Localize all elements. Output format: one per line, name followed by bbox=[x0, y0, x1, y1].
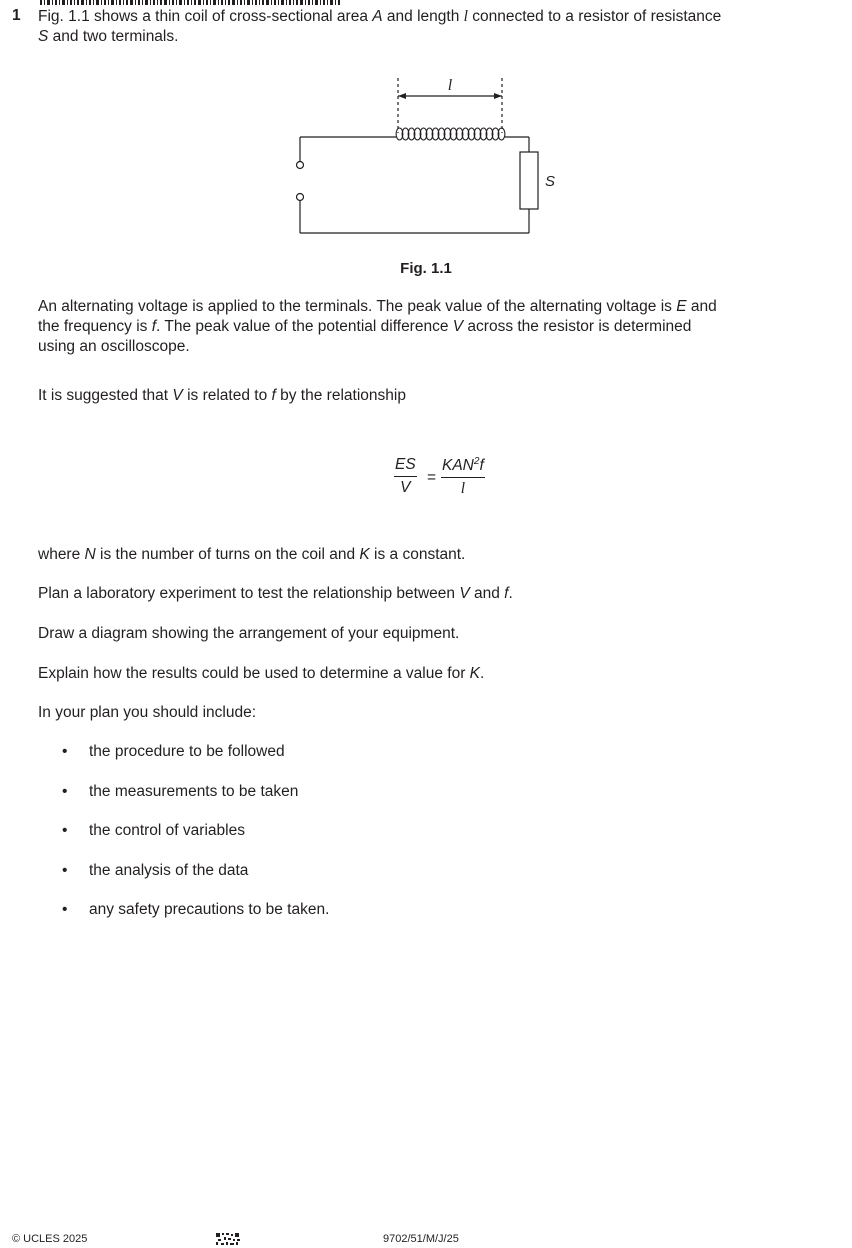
var-V: V bbox=[172, 387, 183, 404]
text: and bbox=[686, 298, 717, 315]
paragraph-include: In your plan you should include: bbox=[38, 704, 257, 721]
var-V: V bbox=[459, 585, 470, 602]
equals-sign: = bbox=[427, 469, 437, 486]
text: . The peak value of the potential difference bbox=[156, 318, 453, 335]
var-E: E bbox=[676, 298, 687, 315]
var-S: S bbox=[38, 28, 49, 45]
lhs-denominator: V bbox=[400, 479, 411, 496]
text: . bbox=[508, 585, 513, 602]
text: the frequency is bbox=[38, 318, 152, 335]
text: An alternating voltage is applied to the terminals. The peak value of the alternating voltage is bbox=[38, 298, 677, 315]
resistor-S bbox=[520, 152, 538, 209]
text: across the resistor is determined bbox=[463, 318, 692, 335]
var-V: V bbox=[452, 318, 464, 335]
intro-text: Fig. 1.1 shows a thin coil of cross-sectional area bbox=[38, 8, 373, 25]
var-A: A bbox=[372, 8, 383, 25]
bullet-symbol: • bbox=[62, 901, 68, 918]
var-f: f bbox=[504, 585, 509, 602]
bullet-symbol: • bbox=[62, 862, 68, 879]
text: is related to bbox=[182, 387, 272, 404]
paragraph-voltage bbox=[38, 297, 844, 357]
question-number: 1 bbox=[12, 7, 21, 24]
bullet-symbol: • bbox=[62, 822, 68, 839]
text: using an oscilloscope. bbox=[38, 338, 190, 355]
text: and bbox=[469, 585, 505, 602]
text: It is suggested that bbox=[38, 387, 173, 404]
resistor-label: S bbox=[545, 173, 556, 190]
footer-qr-code bbox=[216, 1233, 242, 1245]
text: where bbox=[38, 546, 85, 563]
terminal-upper bbox=[297, 162, 304, 169]
figure-caption: Fig. 1.1 bbox=[400, 260, 452, 277]
rhs-exponent: 2 bbox=[473, 456, 480, 467]
equation-lhs bbox=[394, 456, 417, 497]
bullet-item: any safety precautions to be taken. bbox=[89, 901, 330, 918]
rhs-denominator: l bbox=[460, 480, 466, 498]
bullet-item: the procedure to be followed bbox=[89, 743, 285, 760]
footer-copyright: © UCLES 2025 bbox=[12, 1233, 88, 1245]
intro-text: connected to a resistor of resistance bbox=[467, 8, 722, 25]
terminal-lower bbox=[297, 194, 304, 201]
paragraph-where bbox=[38, 545, 844, 565]
var-f: f bbox=[271, 387, 276, 404]
coil bbox=[396, 128, 505, 140]
var-K: K bbox=[469, 665, 481, 682]
circuit-diagram bbox=[0, 0, 852, 300]
text: is a constant. bbox=[369, 546, 466, 563]
intro-text: and length bbox=[382, 8, 464, 25]
text: by the relationship bbox=[275, 387, 406, 404]
bullet-symbol: • bbox=[62, 783, 68, 800]
rhs-numerator bbox=[441, 456, 485, 478]
paragraph-diagram: Draw a diagram showing the arrangement of your equipment. bbox=[38, 625, 460, 642]
length-label: l bbox=[447, 77, 453, 94]
var-N: N bbox=[84, 546, 96, 563]
text: Explain how the results could be used to determine a value for bbox=[38, 665, 470, 682]
paragraph-plan bbox=[38, 584, 844, 604]
footer-paper-code: 9702/51/M/J/25 bbox=[383, 1233, 459, 1245]
intro-text: and two terminals. bbox=[48, 28, 179, 45]
equation bbox=[0, 456, 852, 526]
paragraph-suggestion bbox=[38, 386, 844, 406]
rhs-num-text: f bbox=[479, 457, 484, 475]
bullet-item: the measurements to be taken bbox=[89, 783, 299, 800]
paragraph-explain bbox=[38, 664, 844, 684]
bullet-item: the control of variables bbox=[89, 822, 245, 839]
text: Plan a laboratory experiment to test the relationship between bbox=[38, 585, 460, 602]
text: is the number of turns on the coil and bbox=[95, 546, 360, 563]
var-f: f bbox=[151, 318, 157, 335]
bullet-item: the analysis of the data bbox=[89, 862, 249, 879]
equation-rhs bbox=[441, 456, 485, 498]
text: . bbox=[480, 665, 485, 682]
arrowhead-right bbox=[494, 93, 502, 99]
arrowhead-left bbox=[398, 93, 406, 99]
rhs-num-text: KAN bbox=[442, 457, 474, 475]
bullet-symbol: • bbox=[62, 743, 68, 760]
var-l: l bbox=[463, 8, 468, 25]
var-K: K bbox=[359, 546, 370, 563]
lhs-numerator: ES bbox=[394, 456, 417, 477]
